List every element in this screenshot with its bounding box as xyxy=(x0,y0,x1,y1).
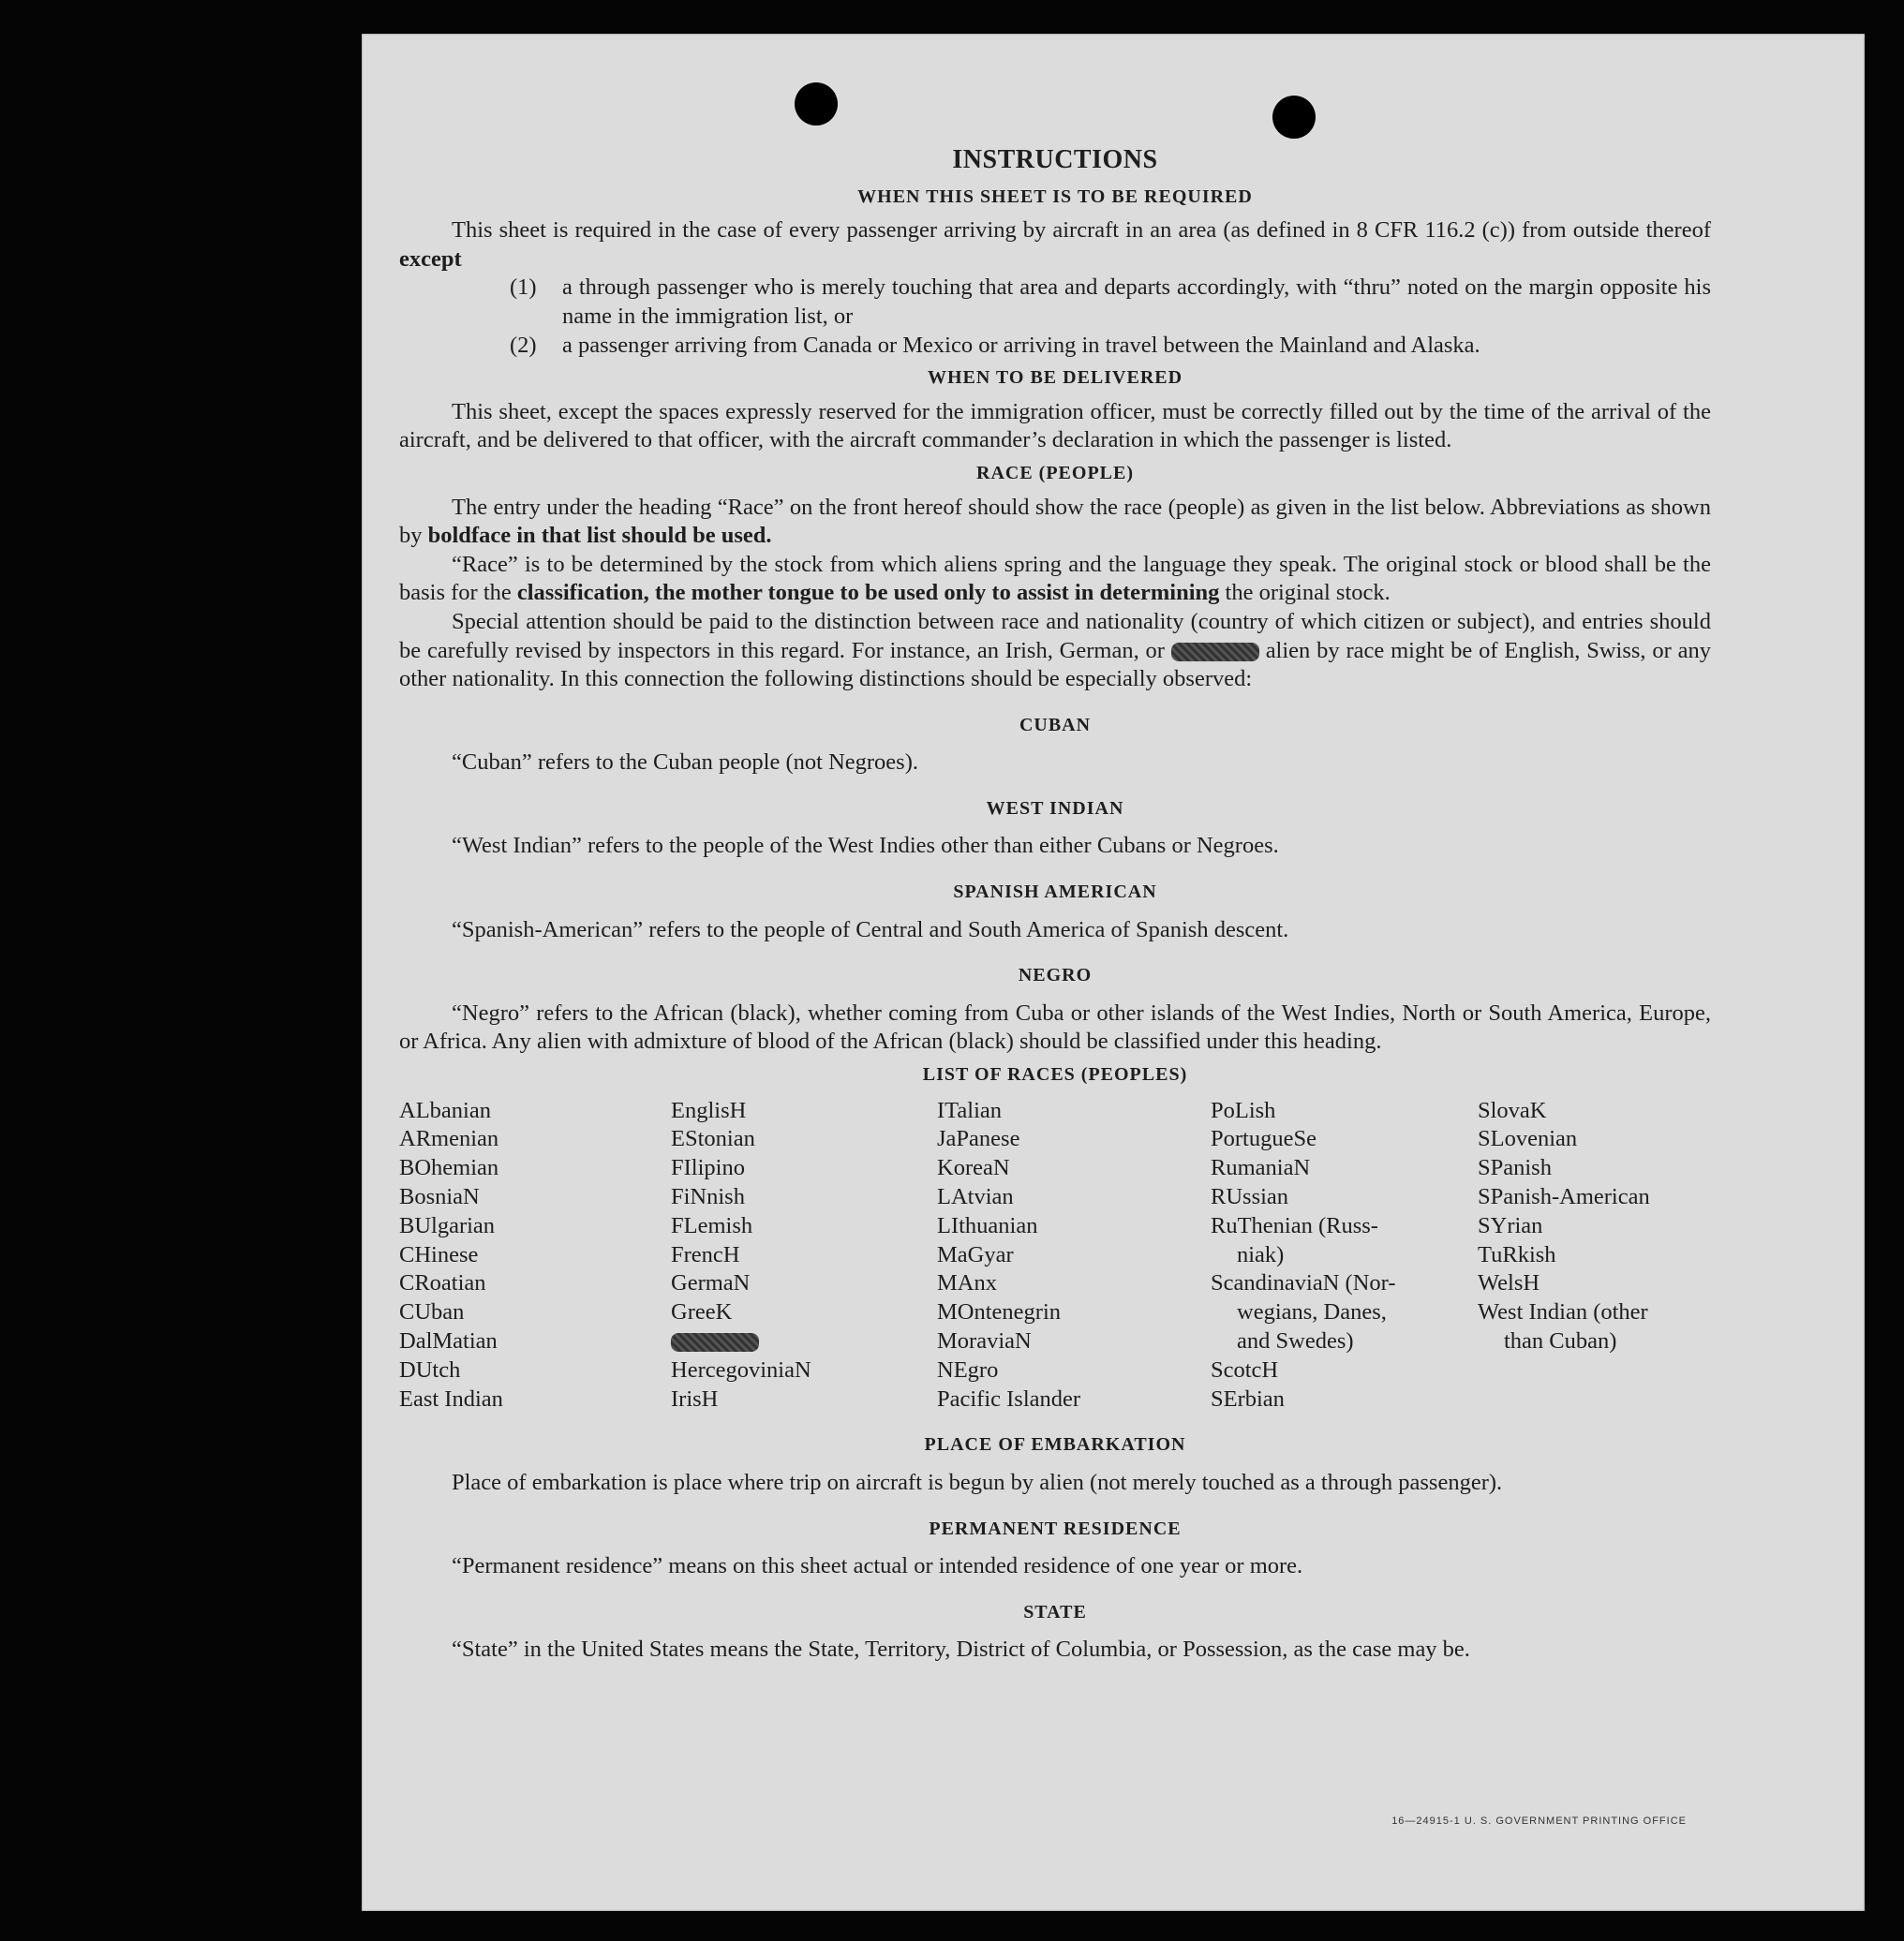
race-paragraph-2: “Race” is to be determined by the stock from which aliens spring and the language they speak. The original stock or blood shall be the basis for the classification, the mother tongue to be used only to assist in determining the original stock. xyxy=(399,551,1711,606)
list-item: IrisH xyxy=(671,1385,719,1412)
list-item: JaPanese xyxy=(937,1126,1020,1152)
list-item: RUssian xyxy=(1211,1184,1289,1210)
section-heading-required: WHEN THIS SHEET IS TO BE REQUIRED xyxy=(857,185,1253,207)
list-item: RumaniaN xyxy=(1211,1155,1311,1181)
list-item: CRoatian xyxy=(399,1270,486,1296)
redaction-mark xyxy=(671,1333,759,1352)
races-column-1 xyxy=(399,1097,671,1415)
section-heading-list-of-races: LIST OF RACES (PEOPLES) xyxy=(922,1064,1188,1086)
document-sheet xyxy=(362,34,1865,1911)
list-item: than Cuban) xyxy=(1504,1328,1617,1354)
list-item: SLovenian xyxy=(1478,1126,1578,1152)
list-item: SPanish xyxy=(1478,1155,1552,1181)
list-item: (2) a passenger arriving from Canada or Mexico or arriving in travel between the Mainland and Alaska. xyxy=(510,332,1480,358)
list-item: GreeK xyxy=(671,1299,733,1326)
section-heading-spanish-american: SPANISH AMERICAN xyxy=(953,882,1157,903)
section-heading-state: STATE xyxy=(1023,1601,1087,1622)
list-item: CHinese xyxy=(399,1241,479,1267)
list-item: BOhemian xyxy=(399,1155,499,1181)
list-item: niak) xyxy=(1237,1241,1285,1267)
embarkation-text: Place of embarkation is place where trip on aircraft is begun by alien (not merely touched as a through passenger). xyxy=(452,1469,1503,1495)
list-item: MAnx xyxy=(937,1270,997,1296)
list-item: SlovaK xyxy=(1478,1097,1547,1123)
negro-text: “Negro” refers to the African (black), whether coming from Cuba or other islands of the West Indies, North or South America, Europe, or Africa. Any alien with admixture of blood of the African (black) should be classified under this heading. xyxy=(399,1000,1711,1055)
races-column-3 xyxy=(937,1097,1211,1415)
races-column-2 xyxy=(671,1097,937,1415)
list-item: Pacific Islander xyxy=(937,1385,1081,1412)
list-item: BosniaN xyxy=(399,1184,480,1210)
page-title: INSTRUCTIONS xyxy=(952,145,1158,174)
list-item: (1) a through passenger who is merely touching that area and departs accordingly, with “thru” noted on the margin opposite his name in the immigration list, or xyxy=(510,274,1711,329)
list-item: EnglisH xyxy=(671,1097,747,1123)
west-indian-text: “West Indian” refers to the people of the West Indies other than either Cubans or Negroes. xyxy=(452,833,1279,859)
list-item: ITalian xyxy=(937,1097,1003,1123)
list-item: TuRkish xyxy=(1478,1241,1556,1267)
list-item: HercegoviniaN xyxy=(671,1356,811,1383)
list-item: KoreaN xyxy=(937,1155,1010,1181)
section-heading-cuban: CUBAN xyxy=(1019,714,1092,735)
instructions-content xyxy=(399,146,1711,1665)
list-item: FiNnish xyxy=(671,1184,745,1210)
punch-hole xyxy=(795,82,838,126)
list-item: FrencH xyxy=(671,1241,740,1267)
required-intro: This sheet is required in the case of every passenger arriving by aircraft in an area (as defined in 8 CFR 116.2 (c)) from outside thereof except xyxy=(399,217,1711,272)
list-item: MaGyar xyxy=(937,1241,1014,1267)
list-item: ScotcH xyxy=(1211,1356,1279,1383)
list-item: LIthuanian xyxy=(937,1212,1038,1238)
list-item: MoraviaN xyxy=(937,1328,1032,1354)
races-column-5 xyxy=(1478,1097,1712,1415)
race-paragraph-3: Special attention should be paid to the distinction between race and nationality (country of which citizen or subject), and entries should be carefully revised by inspectors in this regard. For instance, an Irish, German, or alien by race might be of English, Swiss, or any other nationality. In this connection the following distinctions should be especially observed: xyxy=(399,608,1712,692)
list-item: BUlgarian xyxy=(399,1212,496,1238)
residence-text: “Permanent residence” means on this sheet actual or intended residence of one year or more. xyxy=(452,1553,1303,1579)
list-item: EStonian xyxy=(671,1126,755,1152)
section-heading-residence: PERMANENT RESIDENCE xyxy=(929,1518,1182,1539)
list-item: GermaN xyxy=(671,1270,751,1296)
list-item: SPanish-American xyxy=(1478,1184,1650,1210)
printing-office-code: 16—24915-1 U. S. GOVERNMENT PRINTING OFFICE xyxy=(1391,1815,1687,1827)
state-text: “State” in the United States means the State, Territory, District of Columbia, or Possession, as the case may be. xyxy=(452,1637,1470,1663)
list-item: FLemish xyxy=(671,1212,753,1238)
list-item: FIlipino xyxy=(671,1155,745,1181)
punch-hole xyxy=(1272,96,1316,139)
cuban-text: “Cuban” refers to the Cuban people (not Negroes). xyxy=(452,749,918,776)
section-heading-race: RACE (PEOPLE) xyxy=(976,462,1134,483)
list-item: SYrian xyxy=(1478,1212,1543,1238)
redaction-mark xyxy=(1171,643,1259,661)
list-item: West Indian (other xyxy=(1478,1299,1648,1326)
list-item: PoLish xyxy=(1211,1097,1276,1123)
list-item: and Swedes) xyxy=(1237,1328,1354,1354)
races-list xyxy=(399,1097,1711,1415)
list-item: LAtvian xyxy=(937,1184,1014,1210)
section-heading-delivered: WHEN TO BE DELIVERED xyxy=(927,367,1183,389)
list-item: PortugueSe xyxy=(1211,1126,1316,1152)
list-item: NEgro xyxy=(937,1356,999,1383)
race-paragraph-1: The entry under the heading “Race” on the front hereof should show the race (people) as given in the list below. Abbreviations as shown by boldface in that list should be used. xyxy=(399,494,1711,549)
spanish-american-text: “Spanish-American” refers to the people of Central and South America of Spanish descent. xyxy=(452,916,1289,942)
list-item: CUban xyxy=(399,1299,465,1326)
list-item: ALbanian xyxy=(399,1097,491,1123)
list-item: wegians, Danes, xyxy=(1237,1299,1387,1326)
section-heading-west-indian: WEST INDIAN xyxy=(986,797,1124,819)
list-item: ScandinaviaN (Nor- xyxy=(1211,1270,1396,1296)
list-item: DUtch xyxy=(399,1356,461,1383)
list-item: SErbian xyxy=(1211,1385,1285,1412)
delivered-text: This sheet, except the spaces expressly reserved for the immigration officer, must be correctly filled out by the time of the arrival of the aircraft, and be delivered to that officer, with the aircraft commander’s declaration in which the passenger is listed. xyxy=(399,398,1711,453)
list-item: DalMatian xyxy=(399,1328,498,1354)
list-item-redacted xyxy=(671,1327,937,1356)
section-heading-negro: NEGRO xyxy=(1018,965,1093,986)
races-column-4 xyxy=(1211,1097,1478,1415)
list-item: ARmenian xyxy=(399,1126,499,1152)
section-heading-embarkation: PLACE OF EMBARKATION xyxy=(924,1434,1186,1456)
list-item: East Indian xyxy=(399,1385,503,1412)
list-item: WelsH xyxy=(1478,1270,1540,1296)
list-item: RuThenian (Russ- xyxy=(1211,1212,1378,1238)
list-item: MOntenegrin xyxy=(937,1299,1061,1326)
